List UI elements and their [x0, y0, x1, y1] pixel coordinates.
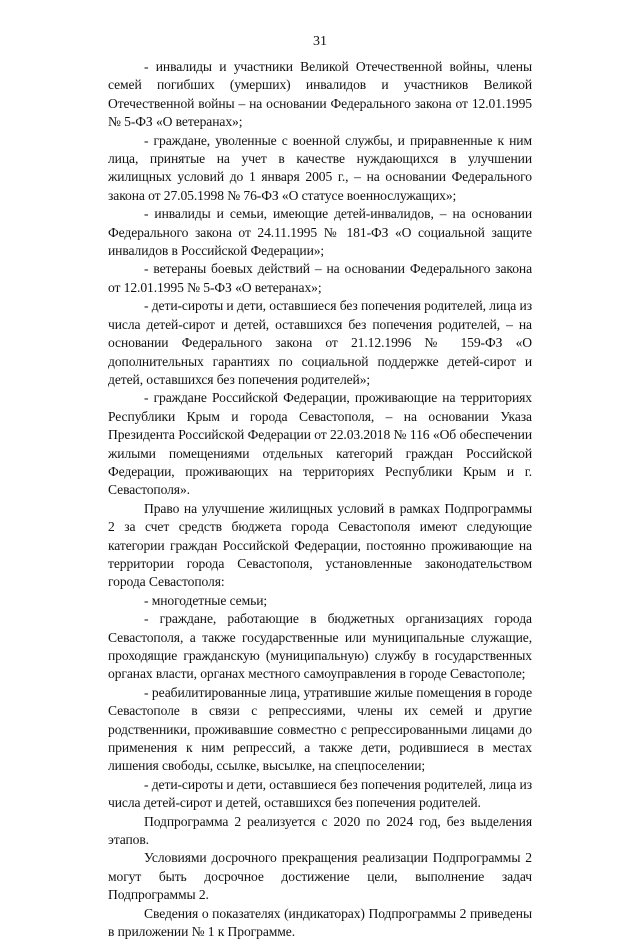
paragraph-veterans-wwii: - инвалиды и участники Великой Отечественной войны, члены семей погибших (умерших) инвалидов и участников Великой Отечественной войны – на основании Федерального закона от 12.01.1995 № 5-ФЗ «О ветеранах»;	[108, 59, 532, 130]
paragraph-rehabilitated-persons: - реабилитированные лица, утратившие жилые помещения в городе Севастополе в связи с репрессиями, члены их семей и другие родственники, проживавшие совместно с репрессированными лицами до применения к ним репрессий, а также дети, родившиеся в местах лишения свободы, ссылке, высылке, на спецпоселении;	[108, 684, 532, 774]
paragraph-public-employees: - граждане, работающие в бюджетных организациях города Севастополя, а также государственные или муниципальные служащие, проходящие гражданскую (муниципальную) службу в государственных органах власти, органах местного самоуправления в городе Севастополе;	[108, 611, 532, 682]
paragraph-combat-veterans: - ветераны боевых действий – на основании Федерального закона от 12.01.1995 № 5-ФЗ «О ветеранах»;	[108, 261, 532, 295]
paragraph-crimea-sevastopol-residents: - граждане Российской Федерации, проживающие на территориях Республики Крым и города Севастополя, – на основании Указа Президента Российской Федерации от 22.03.2018 № 116 «Об обеспечении жилыми помещениями отдельных категорий граждан Российской Федерации, проживающих на территориях Республики Крым и г. Севастополя».	[108, 390, 532, 498]
paragraph-orphans-city: - дети-сироты и дети, оставшиеся без попечения родителей, лица из числа детей-сирот и детей, оставшихся без попечения родителей.	[108, 776, 532, 811]
paragraph-disabled-families: - инвалиды и семьи, имеющие детей-инвалидов, – на основании Федерального закона от 24.11.1995 № 181-ФЗ «О социальной защите инвалидов в Российской Федерации»;	[108, 206, 532, 259]
paragraph-implementation-period: Подпрограмма 2 реализуется с 2020 по 2024 год, без выделения этапов.	[108, 813, 532, 848]
paragraph-orphans-federal: - дети-сироты и дети, оставшиеся без попечения родителей, лица из числа детей-сирот и детей, оставшихся без попечения родителей, – на основании Федерального закона от 21.12.1996 № 159-ФЗ «О дополнительных гарантиях по социальной поддержке детей-сирот и детей, оставшихся без попечения родителей»;	[108, 298, 532, 387]
paragraph-city-budget-right: Право на улучшение жилищных условий в рамках Подпрограммы 2 за счет средств бюджета города Севастополя имеют следующие категории граждан Российской Федерации, постоянно проживающие на территории города Севастополя, установленные законодательством города Севастополя:	[108, 500, 532, 590]
page-number: 31	[313, 34, 327, 49]
paragraph-large-families: - многодетные семьи;	[144, 592, 268, 608]
paragraph-early-termination: Условиями досрочного прекращения реализации Подпрограммы 2 могут быть досрочное достижение цели, выполнение задач Подпрограммы 2.	[108, 850, 532, 903]
paragraph-indicators-reference: Сведения о показателях (индикаторах) Подпрограммы 2 приведены в приложении № 1 к Программе.	[108, 905, 532, 940]
document-body	[108, 58, 532, 942]
paragraph-military-service: - граждане, уволенные с военной службы, и приравненные к ним лица, принятые на учет в качестве нуждающихся в улучшении жилищных условий до 1 января 2005 г., – на основании Федерального закона от 27.05.1998 № 76-ФЗ «О статусе военнослужащих»;	[108, 132, 532, 203]
